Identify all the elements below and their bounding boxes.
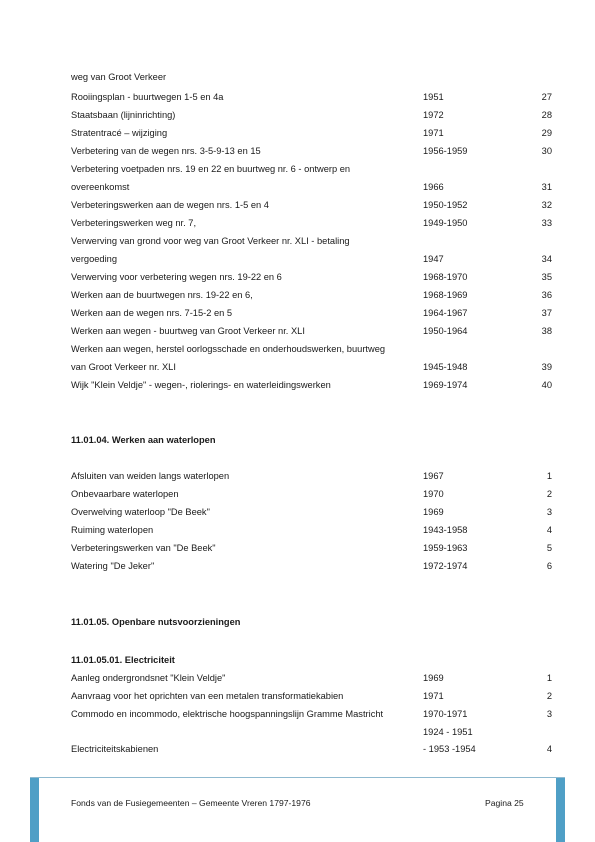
item-number: 32: [541, 200, 552, 210]
section-heading-waterlopen: 11.01.04. Werken aan waterlopen: [71, 435, 216, 445]
list-item: [71, 288, 552, 302]
item-period: 1950-1952: [423, 200, 468, 210]
list-item: [71, 742, 552, 756]
item-period: 1970-1971: [423, 709, 468, 719]
item-period: 1959-1963: [423, 543, 468, 553]
section-heading-electriciteit: 11.01.05.01. Electriciteit: [71, 655, 175, 665]
list-item: [71, 270, 552, 284]
item-period: 1956-1959: [423, 146, 468, 156]
item-description: weg van Groot Verkeer: [71, 72, 167, 82]
item-description: Verbeteringswerken weg nr. 7,: [71, 218, 197, 228]
list-item: [71, 505, 552, 519]
list-item: [71, 126, 552, 140]
item-number: 2: [546, 691, 552, 701]
item-period: 1949-1950: [423, 218, 468, 228]
list-item: [71, 198, 552, 212]
list-item: [71, 487, 552, 501]
item-number: 40: [541, 380, 552, 390]
page-number: Pagina 25: [485, 798, 524, 808]
item-number: 2: [546, 489, 552, 499]
item-description: Onbevaarbare waterlopen: [71, 489, 179, 499]
item-period: 1969: [423, 507, 444, 517]
item-number: 4: [546, 525, 552, 535]
item-number: 30: [541, 146, 552, 156]
item-period: 1924 - 1951: [423, 727, 473, 737]
item-period: 1967: [423, 471, 444, 481]
list-item: [71, 671, 552, 685]
item-description: Verwerving voor verbetering wegen nrs. 19-22 en 6: [71, 272, 282, 282]
item-description: Werken aan wegen - buurtweg van Groot Verkeer nr. XLI: [71, 326, 305, 336]
footer-left-bar: [30, 778, 39, 842]
item-number: 38: [541, 326, 552, 336]
item-description: Afsluiten van weiden langs waterlopen: [71, 471, 230, 481]
footer-title: Fonds van de Fusiegemeenten – Gemeente Vreren 1797-1976: [71, 798, 311, 808]
list-item: [71, 144, 552, 158]
list-item: [71, 180, 552, 194]
item-description: Stratentracé – wijziging: [71, 128, 168, 138]
item-description: Watering "De Jeker": [71, 561, 155, 571]
item-number: 28: [541, 110, 552, 120]
list-item: [71, 108, 552, 122]
footer-right-bar: [556, 778, 565, 842]
item-number: 34: [541, 254, 552, 264]
item-description: Aanvraag voor het oprichten van een metalen transformatiekabien: [71, 691, 344, 701]
item-period: 1943-1958: [423, 525, 468, 535]
list-item: [71, 725, 552, 739]
item-period: 1969: [423, 673, 444, 683]
item-period: 1969-1974: [423, 380, 468, 390]
item-period: 1951: [423, 92, 444, 102]
item-period: 1971: [423, 691, 444, 701]
list-item: [71, 469, 552, 483]
list-item: [71, 689, 552, 703]
item-description: Verbetering voetpaden nrs. 19 en 22 en buurtweg nr. 6 - ontwerp en: [71, 164, 351, 174]
item-number: 3: [546, 709, 552, 719]
item-period: 1950-1964: [423, 326, 468, 336]
list-item: [71, 324, 552, 338]
item-description: Verbeteringswerken van "De Beek": [71, 543, 216, 553]
item-description: Rooiingsplan - buurtwegen 1-5 en 4a: [71, 92, 224, 102]
item-period: 1972: [423, 110, 444, 120]
item-period: 1972-1974: [423, 561, 468, 571]
item-description: Werken aan de buurtwegen nrs. 19-22 en 6,: [71, 290, 253, 300]
list-item: [71, 90, 552, 104]
item-number: 29: [541, 128, 552, 138]
list-item: [71, 216, 552, 230]
item-number: 5: [546, 543, 552, 553]
item-period: - 1953 -1954: [423, 744, 476, 754]
list-item: [71, 252, 552, 266]
list-item: [71, 70, 552, 84]
item-description: Electriciteitskabienen: [71, 744, 159, 754]
item-description: Commodo en incommodo, elektrische hoogspanningslijn Gramme Mastricht: [71, 709, 384, 719]
list-item: [71, 541, 552, 555]
section-heading-nutsvoorzieningen: 11.01.05. Openbare nutsvoorzieningen: [71, 617, 241, 627]
item-description: van Groot Verkeer nr. XLI: [71, 362, 176, 372]
list-item: [71, 306, 552, 320]
item-period: 1947: [423, 254, 444, 264]
item-number: 36: [541, 290, 552, 300]
item-description: Verwerving van grond voor weg van Groot Verkeer nr. XLI - betaling: [71, 236, 350, 246]
item-description: Staatsbaan (lijninrichting): [71, 110, 176, 120]
list-item: [71, 707, 552, 721]
item-number: 37: [541, 308, 552, 318]
list-item: [71, 559, 552, 573]
item-description: Overwelving waterloop "De Beek": [71, 507, 210, 517]
item-number: 4: [546, 744, 552, 754]
footer-rule: [30, 777, 565, 778]
item-number: 31: [541, 182, 552, 192]
item-description: Werken aan wegen, herstel oorlogsschade en onderhoudswerken, buurtweg: [71, 344, 386, 354]
item-number: 1: [546, 471, 552, 481]
item-description: Verbeteringswerken aan de wegen nrs. 1-5 en 4: [71, 200, 269, 210]
item-number: 35: [541, 272, 552, 282]
item-description: Wijk "Klein Veldje" - wegen-, riolerings- en waterleidingswerken: [71, 380, 331, 390]
list-item: [71, 162, 552, 176]
item-period: 1968-1969: [423, 290, 468, 300]
item-description: Aanleg ondergrondsnet "Klein Veldje": [71, 673, 226, 683]
item-period: 1945-1948: [423, 362, 468, 372]
item-number: 39: [541, 362, 552, 372]
item-period: 1966: [423, 182, 444, 192]
item-number: 1: [546, 673, 552, 683]
item-period: 1968-1970: [423, 272, 468, 282]
item-description: Verbetering van de wegen nrs. 3-5-9-13 en 15: [71, 146, 261, 156]
item-number: 6: [546, 561, 552, 571]
item-description: overeenkomst: [71, 182, 130, 192]
list-item: [71, 523, 552, 537]
item-description: Werken aan de wegen nrs. 7-15-2 en 5: [71, 308, 233, 318]
list-item: [71, 360, 552, 374]
item-period: 1971: [423, 128, 444, 138]
item-number: 33: [541, 218, 552, 228]
list-item: [71, 234, 552, 248]
item-period: 1970: [423, 489, 444, 499]
item-period: 1964-1967: [423, 308, 468, 318]
item-number: 3: [546, 507, 552, 517]
item-description: vergoeding: [71, 254, 118, 264]
item-description: Ruiming waterlopen: [71, 525, 154, 535]
list-item: [71, 378, 552, 392]
item-number: 27: [541, 92, 552, 102]
list-item: [71, 342, 552, 356]
